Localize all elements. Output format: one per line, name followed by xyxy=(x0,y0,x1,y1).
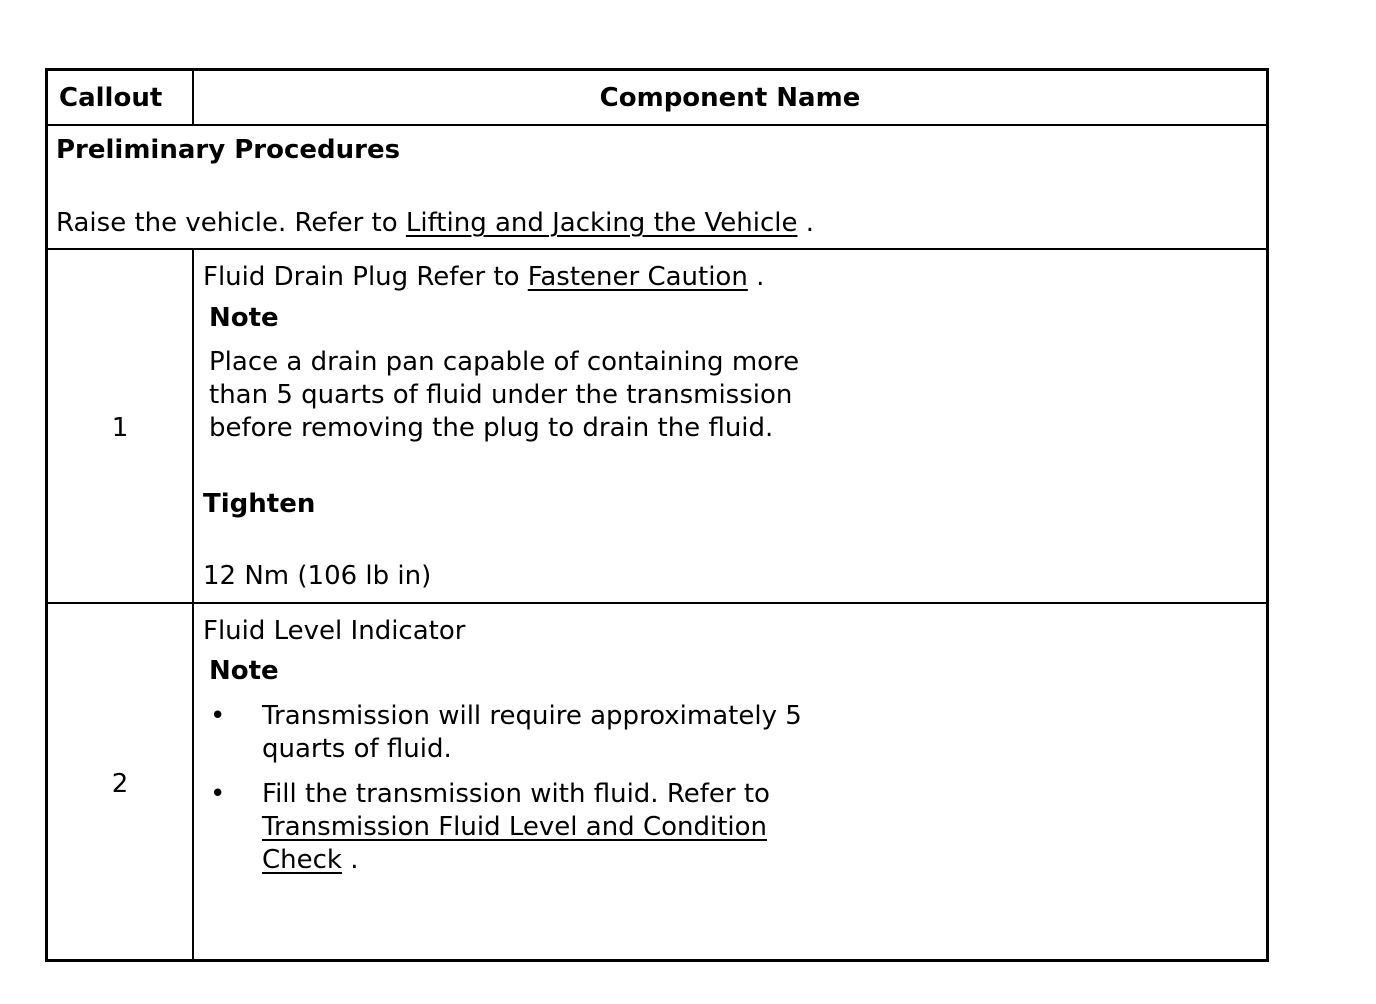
row2-callout: 2 xyxy=(111,769,129,799)
row2-note-label: Note xyxy=(209,656,279,686)
lifting-jacking-link[interactable]: Lifting and Jacking the Vehicle xyxy=(405,208,798,238)
row1-callout: 1 xyxy=(111,413,129,443)
row1-torque-spec: 12 Nm (106 lb in) xyxy=(203,561,432,591)
fluid-level-check-link-line1[interactable]: Transmission Fluid Level and Condition xyxy=(262,812,768,842)
bullet-1: • xyxy=(210,701,226,731)
row1-divider xyxy=(48,602,1266,604)
row1-note-label: Note xyxy=(209,303,279,333)
row1-name-before: Fluid Drain Plug Refer to xyxy=(203,262,520,292)
preliminary-text xyxy=(56,207,814,240)
component-table xyxy=(45,68,1269,962)
row1-component-name xyxy=(203,261,764,294)
row1-note-line3: before removing the plug to drain the fluid. xyxy=(209,413,774,443)
preliminary-text-after: . xyxy=(805,208,815,238)
preliminary-heading: Preliminary Procedures xyxy=(56,135,401,165)
row1-note-line1: Place a drain pan capable of containing more xyxy=(209,347,800,377)
row1-tighten-label: Tighten xyxy=(203,489,316,519)
fluid-level-check-link-line2[interactable]: Check xyxy=(262,845,342,875)
row2-bullet2-line1: Fill the transmission with fluid. Refer to xyxy=(262,779,770,809)
row2-bullet1-line2: quarts of fluid. xyxy=(262,734,452,764)
row2-bullet1-line1: Transmission will require approximately 5 xyxy=(262,701,802,731)
preliminary-text-before: Raise the vehicle. Refer to xyxy=(56,208,398,238)
bullet-2: • xyxy=(210,779,226,809)
callout-header: Callout xyxy=(59,83,163,113)
header-divider xyxy=(48,124,1266,126)
row2-component-name: Fluid Level Indicator xyxy=(203,616,466,646)
row1-note-line2: than 5 quarts of fluid under the transmission xyxy=(209,380,793,410)
preliminary-divider xyxy=(48,248,1266,250)
fastener-caution-link[interactable]: Fastener Caution xyxy=(527,262,748,292)
row1-name-after: . xyxy=(756,262,765,292)
column-divider-rows xyxy=(192,248,194,962)
row2-bullet2-after: . xyxy=(350,845,359,875)
row2-bullet2-line3 xyxy=(262,844,359,877)
component-name-header: Component Name xyxy=(599,83,861,113)
